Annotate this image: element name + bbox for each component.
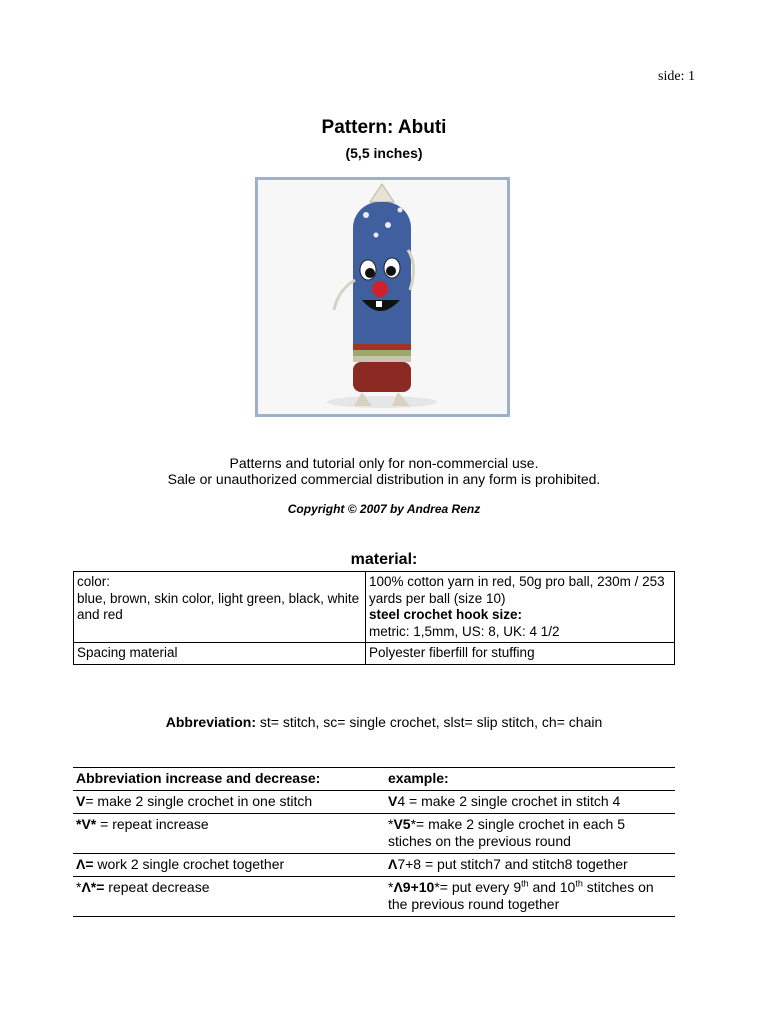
repeat-decrease-prefix: * (76, 879, 82, 895)
example-prefix: * (388, 879, 394, 895)
material-heading: material: (350, 551, 418, 568)
copyright: Copyright © 2007 by Andrea Renz (287, 502, 481, 516)
notice-line-2: Sale or unauthorized commercial distribution in any form is prohibited. (167, 471, 601, 487)
example-text: *= make 2 single crochet in each 5 stiches on the previous round (388, 816, 625, 849)
abbr-header-right: example: (385, 768, 675, 791)
abbr-row-repeat-increase (73, 814, 675, 854)
pattern-size: (5,5 inches) (345, 145, 423, 161)
decrease-symbol: Λ= (76, 856, 94, 872)
example-cell (385, 814, 675, 854)
decrease-text: work 2 single crochet together (93, 856, 285, 872)
usage-notice (0, 455, 768, 487)
example-symbol: V5 (393, 816, 411, 832)
abbr-header-row (73, 768, 675, 791)
yarn-cell (366, 572, 675, 643)
repeat-decrease-symbol: Λ*= (81, 879, 105, 895)
color-value: blue, brown, skin color, light green, black, white and red (77, 590, 360, 622)
pattern-title: Pattern: Abuti (321, 117, 447, 138)
color-label: color: (77, 574, 111, 589)
abbreviation-table (73, 767, 675, 917)
hook-value: metric: 1,5mm, US: 8, UK: 4 1/2 (369, 623, 560, 639)
abbr-cell (73, 814, 385, 854)
notice-line-1: Patterns and tutorial only for non-commercial use. (229, 455, 539, 471)
example-cell (385, 791, 675, 814)
example-text: 4 = make 2 single crochet in stitch 4 (397, 793, 621, 809)
example-symbol: V (388, 793, 398, 809)
example-text-2: and 10 (528, 879, 576, 895)
material-table (73, 571, 675, 665)
example-cell (385, 877, 675, 917)
example-prefix: * (388, 816, 394, 832)
crochet-figure-illustration (258, 180, 507, 414)
example-symbol: Λ (388, 856, 398, 872)
abbr-row-increase (73, 791, 675, 814)
example-text-3: stitches on the previous round together (388, 879, 654, 912)
ordinal-suffix-1: th (521, 878, 529, 889)
abbr-row-decrease (73, 854, 675, 877)
abbr-cell (73, 877, 385, 917)
spacing-value: Polyester fiberfill for stuffing (366, 643, 675, 665)
abbr-cell (73, 791, 385, 814)
abbreviation-text: st= stitch, sc= single crochet, slst= slip stitch, ch= chain (255, 714, 603, 730)
material-row-color (74, 572, 675, 643)
repeat-increase-symbol: *V* (76, 816, 97, 832)
abbreviation-label: Abbreviation: (165, 714, 256, 730)
page-number: side: 1 (658, 69, 695, 84)
abbr-row-repeat-decrease (73, 877, 675, 917)
abbr-header-left: Abbreviation increase and decrease: (73, 768, 385, 791)
abbr-cell (73, 854, 385, 877)
example-text-1: *= put every 9 (434, 879, 522, 895)
increase-text: = make 2 single crochet in one stitch (85, 793, 313, 809)
yarn-value: 100% cotton yarn in red, 50g pro ball, 230m / 253 yards per ball (size 10) (369, 574, 665, 606)
color-cell (74, 572, 366, 643)
repeat-increase-text: = repeat increase (96, 816, 209, 832)
repeat-decrease-text: repeat decrease (104, 879, 210, 895)
abbreviation-line (0, 714, 768, 730)
ordinal-suffix-2: th (575, 878, 583, 889)
spacing-label: Spacing material (74, 643, 366, 665)
increase-symbol: V (76, 793, 86, 809)
example-symbol: Λ9+10 (393, 879, 435, 895)
material-row-spacing (74, 643, 675, 665)
abuti-photo (255, 177, 510, 417)
example-text: 7+8 = put stitch7 and stitch8 together (397, 856, 628, 872)
example-cell (385, 854, 675, 877)
hook-label: steel crochet hook size: (369, 607, 523, 622)
